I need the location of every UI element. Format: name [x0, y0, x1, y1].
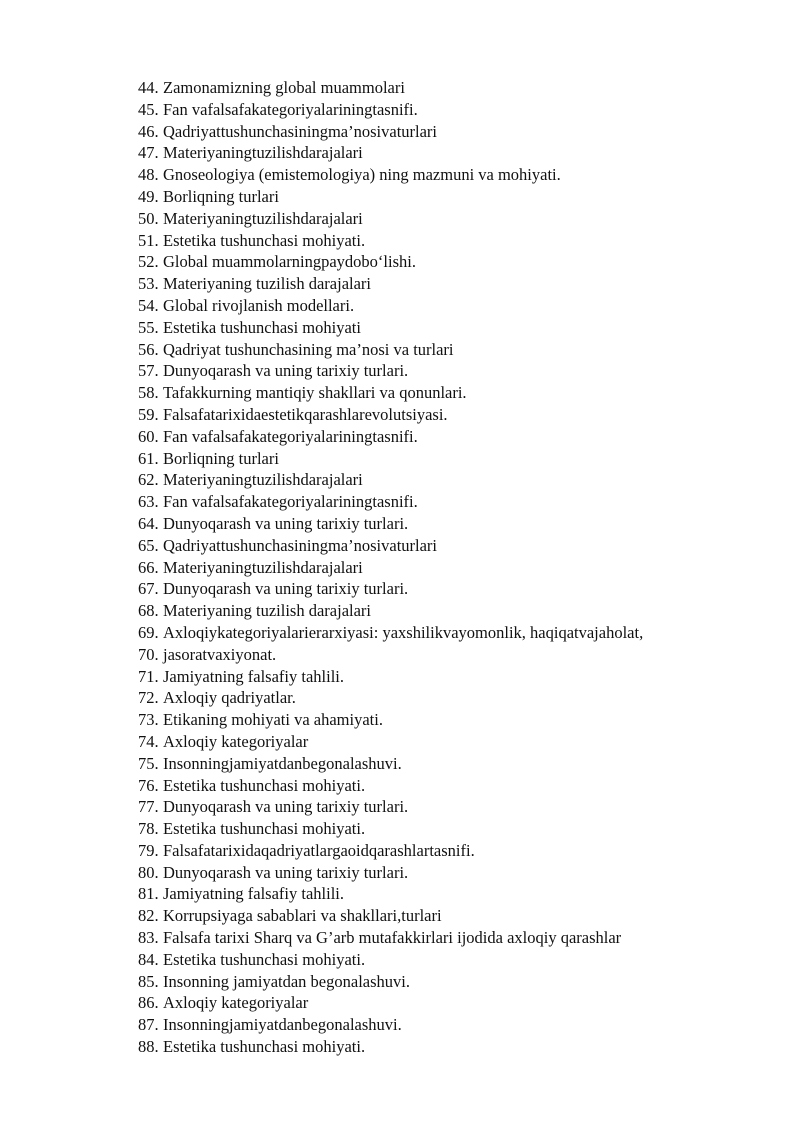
list-item-text: Jamiyatning falsafiy tahlili. — [163, 666, 345, 686]
list-item-text: Axloqiykategoriyalarierarxiyasi: yaxshilikvayomonlik, haqiqatvajaholat, — [163, 622, 644, 642]
list-item-text: Global muammolarningpaydobo‘lishi. — [163, 252, 416, 272]
list-item-text: Borliqning turlari — [163, 186, 279, 206]
list-item-text: Jamiyatning falsafiy tahlili. — [163, 884, 345, 904]
list-item — [138, 949, 778, 971]
list-item — [138, 99, 778, 121]
list-item-number: 83. — [138, 928, 159, 948]
list-item — [138, 317, 778, 339]
list-item-number: 48. — [138, 165, 159, 185]
list-item-text: Qadriyattushunchasiningma’nosivaturlari — [163, 121, 438, 141]
list-item-text: Axloqiy qadriyatlar. — [163, 688, 296, 708]
list-item-text: Global rivojlanish modellari. — [163, 295, 355, 315]
list-item-number: 63. — [138, 492, 159, 512]
list-item-text: Axloqiy kategoriyalar — [163, 993, 309, 1013]
list-item-number: 64. — [138, 513, 159, 533]
list-item — [138, 448, 778, 470]
list-item-text: Estetika tushunchasi mohiyati — [163, 317, 361, 337]
list-item-number: 49. — [138, 186, 159, 206]
list-item-text: Dunyoqarash va uning tarixiy turlari. — [163, 361, 409, 381]
list-item-number: 75. — [138, 753, 159, 773]
list-item — [138, 753, 778, 775]
list-item — [138, 992, 778, 1014]
list-item-number: 68. — [138, 601, 159, 621]
list-item-number: 47. — [138, 143, 159, 163]
list-item-number: 45. — [138, 99, 159, 119]
list-item — [138, 1014, 778, 1036]
list-item-text: Falsafatarixidaestetikqarashlarevolutsiyasi. — [163, 404, 448, 424]
list-item-text: Estetika tushunchasi mohiyati. — [163, 819, 366, 839]
list-item-text: Materiyaning tuzilish darajalari — [163, 601, 372, 621]
list-item-number: 66. — [138, 557, 159, 577]
list-item-number: 61. — [138, 448, 159, 468]
list-item-number: 69. — [138, 622, 159, 642]
list-item-number: 59. — [138, 404, 159, 424]
list-item — [138, 644, 778, 666]
list-item — [138, 687, 778, 709]
list-item — [138, 1036, 778, 1058]
list-item-number: 57. — [138, 361, 159, 381]
list-item — [138, 535, 778, 557]
list-item — [138, 775, 778, 797]
list-item-text: Korrupsiyaga sabablari va shakllari,turlari — [163, 906, 442, 926]
list-item-text: jasoratvaxiyonat. — [163, 644, 277, 664]
list-item-text: Fan vafalsafakategoriyalariningtasnifi. — [163, 99, 418, 119]
list-item-number: 58. — [138, 383, 159, 403]
list-item — [138, 796, 778, 818]
list-item-text: Dunyoqarash va uning tarixiy turlari. — [163, 579, 409, 599]
list-item-number: 74. — [138, 731, 159, 751]
list-item — [138, 818, 778, 840]
list-item-number: 70. — [138, 644, 159, 664]
list-item-number: 76. — [138, 775, 159, 795]
topic-list — [138, 77, 778, 1058]
list-item-number: 54. — [138, 295, 159, 315]
list-item-text: Fan vafalsafakategoriyalariningtasnifi. — [163, 426, 418, 446]
list-item — [138, 295, 778, 317]
list-item — [138, 622, 778, 644]
list-item-number: 78. — [138, 819, 159, 839]
list-item — [138, 208, 778, 230]
list-item-text: Materiyaning tuzilish darajalari — [163, 274, 372, 294]
list-item-text: Axloqiy kategoriyalar — [163, 731, 309, 751]
list-item — [138, 927, 778, 949]
list-item-text: Insonning jamiyatdan begonalashuvi. — [163, 971, 410, 991]
list-item — [138, 600, 778, 622]
list-item-text: Zamonamizning global muammolari — [163, 78, 405, 97]
list-item-number: 56. — [138, 339, 159, 359]
list-item-number: 65. — [138, 535, 159, 555]
list-item-number: 81. — [138, 884, 159, 904]
list-item-text: Qadriyat tushunchasining ma’nosi va turlari — [163, 339, 454, 359]
list-item — [138, 230, 778, 252]
list-item-text: Tafakkurning mantiqiy shakllari va qonunlari. — [163, 383, 467, 403]
list-item-number: 84. — [138, 949, 159, 969]
list-item-number: 87. — [138, 1015, 159, 1035]
list-item-text: Materiyaningtuzilishdarajalari — [163, 208, 363, 228]
list-item — [138, 426, 778, 448]
list-item-number: 62. — [138, 470, 159, 490]
list-item-text: Estetika tushunchasi mohiyati. — [163, 949, 366, 969]
list-item — [138, 905, 778, 927]
list-item-number: 50. — [138, 208, 159, 228]
list-item-number: 71. — [138, 666, 159, 686]
list-item-number: 80. — [138, 862, 159, 882]
list-item-text: Materiyaningtuzilishdarajalari — [163, 557, 363, 577]
list-item — [138, 840, 778, 862]
list-item-number: 52. — [138, 252, 159, 272]
list-item-number: 73. — [138, 710, 159, 730]
list-item-number: 88. — [138, 1037, 159, 1057]
list-item-number: 44. — [138, 78, 159, 97]
list-item — [138, 404, 778, 426]
list-item-number: 79. — [138, 840, 159, 860]
list-item — [138, 513, 778, 535]
list-item-number: 55. — [138, 317, 159, 337]
list-item-text: Estetika tushunchasi mohiyati. — [163, 230, 366, 250]
list-item-number: 77. — [138, 797, 159, 817]
list-item-text: Dunyoqarash va uning tarixiy turlari. — [163, 513, 409, 533]
list-item — [138, 862, 778, 884]
list-item — [138, 557, 778, 579]
list-item-text: Borliqning turlari — [163, 448, 279, 468]
list-item-number: 51. — [138, 230, 159, 250]
list-item — [138, 77, 778, 99]
list-item — [138, 273, 778, 295]
list-item — [138, 883, 778, 905]
list-item-text: Materiyaningtuzilishdarajalari — [163, 143, 363, 163]
list-item-text: Falsafatarixidaqadriyatlargaoidqarashlartasnifi. — [163, 840, 475, 860]
list-item — [138, 251, 778, 273]
list-item-number: 72. — [138, 688, 159, 708]
list-item-number: 53. — [138, 274, 159, 294]
list-item — [138, 491, 778, 513]
list-item-text: Falsafa tarixi Sharq va G’arb mutafakkirlari ijodida axloqiy qarashlar — [163, 928, 622, 948]
list-item — [138, 971, 778, 993]
list-item-number: 85. — [138, 971, 159, 991]
list-item — [138, 360, 778, 382]
list-item-text: Dunyoqarash va uning tarixiy turlari. — [163, 862, 409, 882]
list-item — [138, 469, 778, 491]
list-item-text: Insonningjamiyatdanbegonalashuvi. — [163, 1015, 402, 1035]
list-item-text: Materiyaningtuzilishdarajalari — [163, 470, 363, 490]
list-item-text: Qadriyattushunchasiningma’nosivaturlari — [163, 535, 438, 555]
list-item-number: 60. — [138, 426, 159, 446]
list-item-text: Fan vafalsafakategoriyalariningtasnifi. — [163, 492, 418, 512]
list-item-number: 46. — [138, 121, 159, 141]
list-item — [138, 339, 778, 361]
list-item-number: 67. — [138, 579, 159, 599]
list-item — [138, 731, 778, 753]
list-item-number: 82. — [138, 906, 159, 926]
list-item — [138, 186, 778, 208]
list-item-text: Insonningjamiyatdanbegonalashuvi. — [163, 753, 402, 773]
list-item — [138, 709, 778, 731]
list-item — [138, 382, 778, 404]
list-item-number: 86. — [138, 993, 159, 1013]
list-item-text: Estetika tushunchasi mohiyati. — [163, 1037, 366, 1057]
list-item-text: Etikaning mohiyati va ahamiyati. — [163, 710, 383, 730]
list-item — [138, 666, 778, 688]
list-item — [138, 121, 778, 143]
list-item-text: Gnoseologiya (emistemologiya) ning mazmuni va mohiyati. — [163, 165, 561, 185]
list-item — [138, 164, 778, 186]
list-item-text: Estetika tushunchasi mohiyati. — [163, 775, 366, 795]
list-item-text: Dunyoqarash va uning tarixiy turlari. — [163, 797, 409, 817]
list-item — [138, 578, 778, 600]
list-item — [138, 142, 778, 164]
